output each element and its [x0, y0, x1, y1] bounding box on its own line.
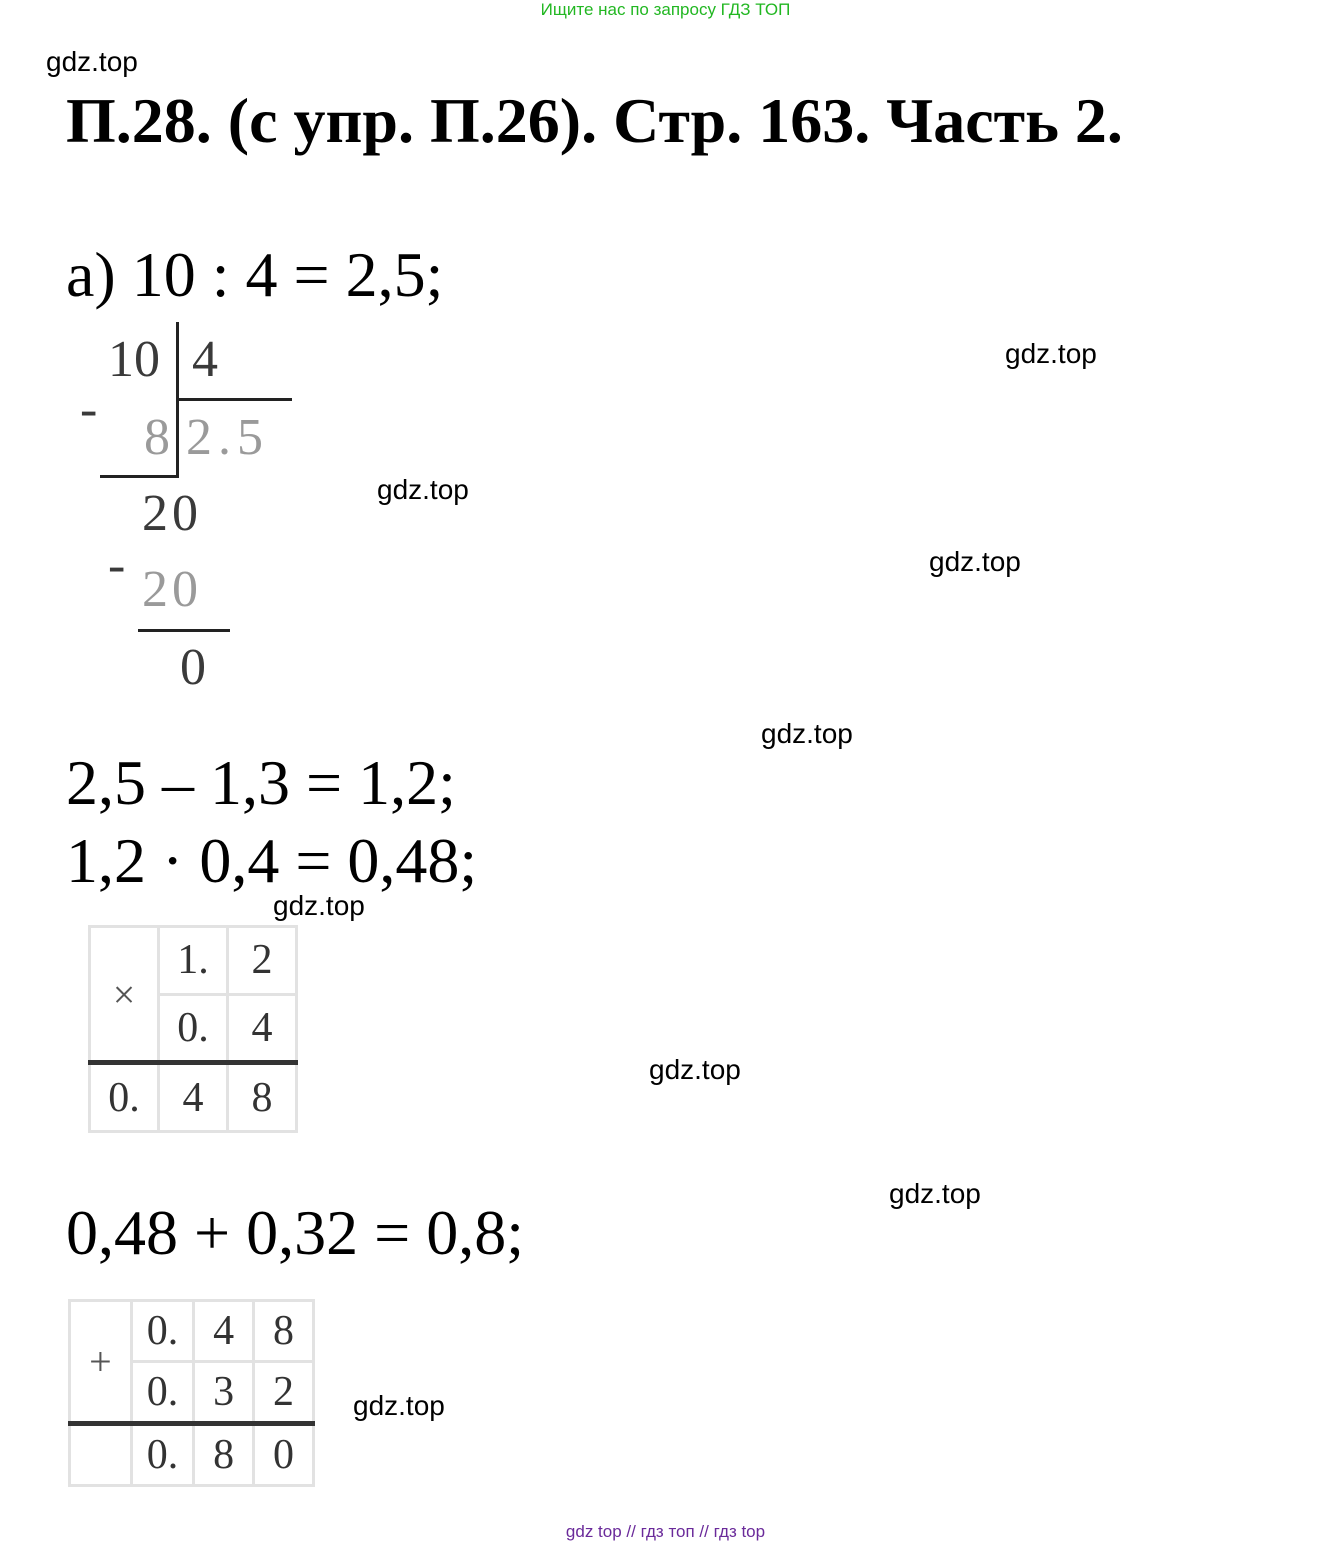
table-cell: 4: [228, 994, 297, 1063]
watermark: gdz.top: [761, 718, 853, 749]
division-underline-1: [100, 475, 179, 478]
watermark: gdz.top: [273, 890, 365, 921]
minus-sign: -: [108, 537, 126, 594]
table-cell: 0.: [131, 1424, 193, 1486]
table-cell: [70, 1424, 132, 1486]
expression-subtraction: 2,5 – 1,3 = 1,2;: [66, 747, 456, 818]
watermark: gdz.top: [649, 1054, 741, 1085]
footer-links: gdz top // гдз топ // гдз top: [565, 1522, 766, 1541]
quotient: 2.5: [186, 409, 269, 466]
minus-sign: -: [80, 381, 98, 438]
table-cell: 4: [159, 1063, 228, 1132]
remainder-2: 0: [180, 639, 206, 696]
table-cell: 0.: [131, 1301, 193, 1362]
dividend: 10: [108, 331, 160, 388]
table-cell: 2: [228, 927, 297, 995]
watermark: gdz.top: [1005, 338, 1097, 369]
divisor: 4: [192, 331, 218, 388]
subtrahend-2: 20: [142, 561, 202, 618]
expression-multiplication: 1,2 · 0,4 = 0,48;: [66, 825, 478, 896]
multiply-sign: ×: [90, 927, 159, 1063]
addition-table: [68, 1299, 315, 1487]
table-cell: 0: [254, 1424, 314, 1486]
multiplication-table: [88, 925, 298, 1133]
expression-addition: 0,48 + 0,32 = 0,8;: [66, 1197, 524, 1268]
table-cell: 8: [194, 1424, 254, 1486]
table-cell: 3: [194, 1362, 254, 1424]
division-underline-2: [138, 629, 230, 632]
table-cell: 0.: [159, 994, 228, 1063]
table-cell: 1.: [159, 927, 228, 995]
watermark: gdz.top: [929, 546, 1021, 577]
plus-sign: +: [70, 1301, 132, 1424]
subtrahend-1: 8: [144, 409, 170, 466]
watermark: gdz.top: [889, 1178, 981, 1209]
watermark: gdz.top: [46, 46, 138, 77]
table-cell: 8: [254, 1301, 314, 1362]
table-cell: 4: [194, 1301, 254, 1362]
table-cell: 0.: [90, 1063, 159, 1132]
watermark: gdz.top: [353, 1390, 445, 1421]
page-title: П.28. (с упр. П.26). Стр. 163. Часть 2.: [66, 85, 1123, 156]
division-divisor-line: [176, 398, 292, 401]
table-cell: 2: [254, 1362, 314, 1424]
expression-part-a: а) 10 : 4 = 2,5;: [66, 239, 444, 310]
remainder-1: 20: [142, 485, 202, 542]
top-banner: Ищите нас по запросу ГДЗ ТОП: [540, 0, 791, 19]
watermark: gdz.top: [377, 474, 469, 505]
table-cell: 0.: [131, 1362, 193, 1424]
table-cell: 8: [228, 1063, 297, 1132]
